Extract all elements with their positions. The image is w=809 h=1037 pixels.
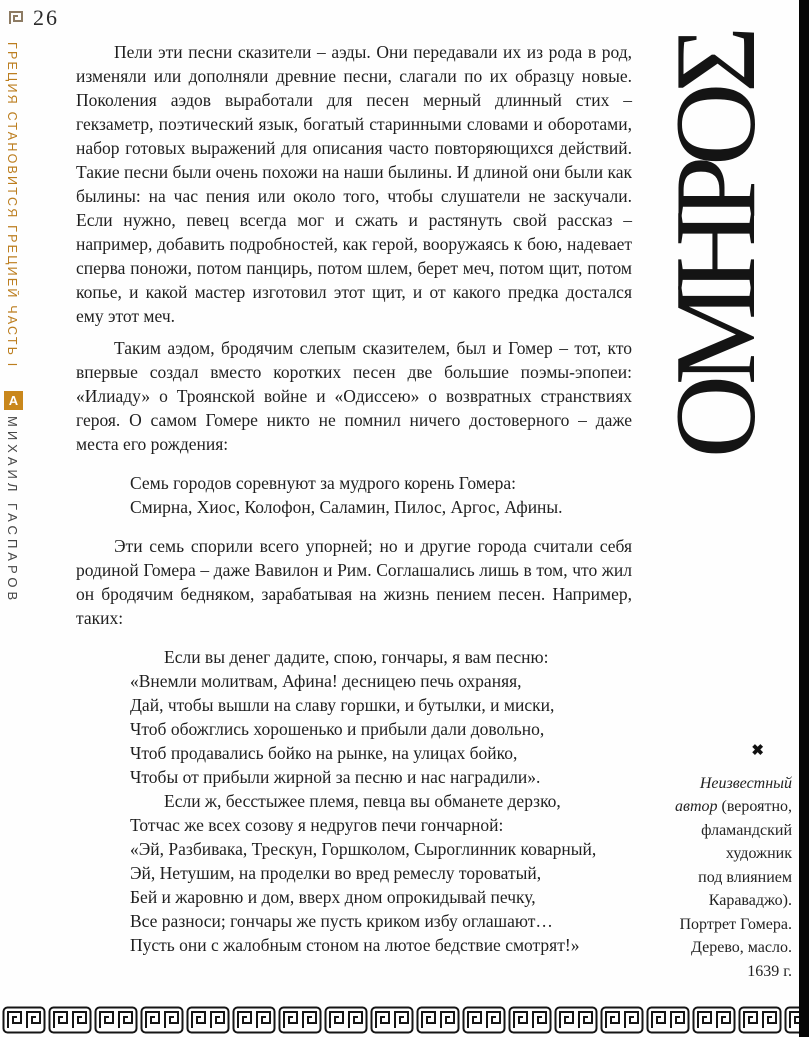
main-text-column xyxy=(76,40,632,972)
caption-line: фламандский xyxy=(701,821,792,839)
meander-cell-icon xyxy=(232,1006,276,1034)
figure-caption xyxy=(612,740,792,983)
meander-border xyxy=(0,1006,799,1036)
meander-cell-icon xyxy=(48,1006,92,1034)
verse-seven-cities xyxy=(130,471,632,519)
verse-line: Бей и жаровню и дом, вверх дном опрокидывай печку, xyxy=(130,887,536,907)
meander-corner-icon xyxy=(8,10,24,26)
page-header xyxy=(8,5,59,31)
meander-cell-icon xyxy=(278,1006,322,1034)
caption-line: художник xyxy=(725,845,792,862)
page-edge-shadow xyxy=(799,0,809,1037)
meander-cell-icon xyxy=(738,1006,782,1034)
verse-line: «Внемли молитвам, Афина! десницею печь охраняя, xyxy=(130,671,522,691)
page-number: 26 xyxy=(33,5,59,30)
caption-line: Неизвестный xyxy=(699,774,792,792)
meander-cell-icon xyxy=(2,1006,46,1034)
caption-ornament-icon: ✖ xyxy=(751,743,764,759)
verse-line: Чтобы от прибыли жирной за песню и нас наградили». xyxy=(130,767,541,787)
verse-line: Чтоб обожглись хорошенько и прибыли дали довольно, xyxy=(130,719,545,739)
caption-line: под влиянием xyxy=(698,868,792,886)
caption-lines xyxy=(612,772,792,984)
caption-line: Караваджо). xyxy=(708,892,792,909)
paragraph-seven-cities: Эти семь спорили всего упорней; но и другие города считали себя родиной Гомера – даже Вавилон и Рим. Соглашались лишь в том, что жил он бродячим бедняком, зарабатывая на жизнь пением песен. Например, таких: xyxy=(76,536,632,628)
meander-cell-icon xyxy=(416,1006,460,1034)
verse-line: Тотчас же всех созову я недругов печи гончарной: xyxy=(130,815,504,835)
meander-cell-icon xyxy=(784,1006,799,1034)
verse-line: Если вы денег дадите, спою, гончары, я вам песню: xyxy=(164,647,549,667)
caption-line: Дерево, масло. xyxy=(691,939,792,956)
meander-cell-icon xyxy=(692,1006,736,1034)
greek-title-omeros xyxy=(642,26,794,468)
verse-line: Смирна, Хиос, Колофон, Саламин, Пилос, Аргос, Афины. xyxy=(130,497,563,517)
caption-line: автор (вероятно, xyxy=(675,798,792,815)
paragraph-homer: Таким аэдом, бродячим слепым сказителем, был и Гомер – тот, кто впервые создал вместо коротких песен две большие поэмы-эпопеи: «Илиаду» о Троянской войне и «Одиссею» о возвратных странствиях героя. О самом Гомере никто не помнил ничего достоверного – даже места его рождения: xyxy=(76,338,632,454)
verse-line: Семь городов соревнуют за мудрого корень Гомера: xyxy=(130,473,517,493)
meander-cell-icon xyxy=(324,1006,368,1034)
meander-cell-icon xyxy=(370,1006,414,1034)
meander-cell-icon xyxy=(186,1006,230,1034)
meander-cell-icon xyxy=(140,1006,184,1034)
verse-line: «Эй, Разбивака, Трескун, Горшколом, Сыроглинник коварный, xyxy=(130,839,597,859)
meander-cell-icon xyxy=(600,1006,644,1034)
verse-line: Чтоб продавались бойко на рынке, на улицах бойко, xyxy=(130,743,518,763)
meander-cell-icon xyxy=(554,1006,598,1034)
sidebar-author: МИХАИЛ ГАСПАРОВ xyxy=(5,416,20,605)
meander-cell-icon xyxy=(94,1006,138,1034)
sidebar-section-marker: А xyxy=(4,391,23,410)
verse-line: Пусть они с жалобным стоном на лютое бедствие смотрят!» xyxy=(130,935,580,955)
meander-cell-icon xyxy=(462,1006,506,1034)
paragraph-aeds: Пели эти песни сказители – аэды. Они передавали их из рода в род, изменяли или дополняли древние песни, слагали по их образцу новые. Поколения аэдов выработали для песен мерный длинный стих – гекзаметр, поэтический язык, богатый старинными словами и оборотами, набор готовых выражений для описания часто повторяющихся действий. Такие песни были очень похожи на наши былины. И длиной они были как былины: на час пения или около того, чтобы слушатели не заскучали. Если нужно, певец всегда мог и сжать и растянуть свой рассказ – например, добавить подробностей, как герой, вооружаясь к бою, надевает сперва поножи, потом панцирь, потом шлем, берет меч, потом щит, потом копье, и какой мастер изготовил этот щит, и от какого предка достался ему этот меч. xyxy=(76,42,632,326)
greek-title-text: ΟΜΗΡΟΣ xyxy=(652,35,779,459)
verse-line: Эй, Нетушим, на проделки во вред ремеслу тороватый, xyxy=(130,863,542,883)
meander-cell-icon xyxy=(646,1006,690,1034)
caption-line: Портрет Гомера. xyxy=(679,915,792,933)
sidebar-series-title: ГРЕЦИЯ СТАНОВИТСЯ ГРЕЦИЕЙ ЧАСТЬ I xyxy=(5,42,19,369)
caption-line: 1639 г. xyxy=(747,962,792,980)
meander-cell-icon xyxy=(508,1006,552,1034)
verse-potters-song xyxy=(130,645,632,957)
verse-line: Дай, чтобы вышли на славу горшки, и бутылки, и миски, xyxy=(130,695,555,715)
verse-line: Если ж, бесстыжее племя, певца вы обманете дерзко, xyxy=(164,791,561,811)
verse-line: Все разноси; гончары же пусть криком избу оглашают… xyxy=(130,911,553,931)
